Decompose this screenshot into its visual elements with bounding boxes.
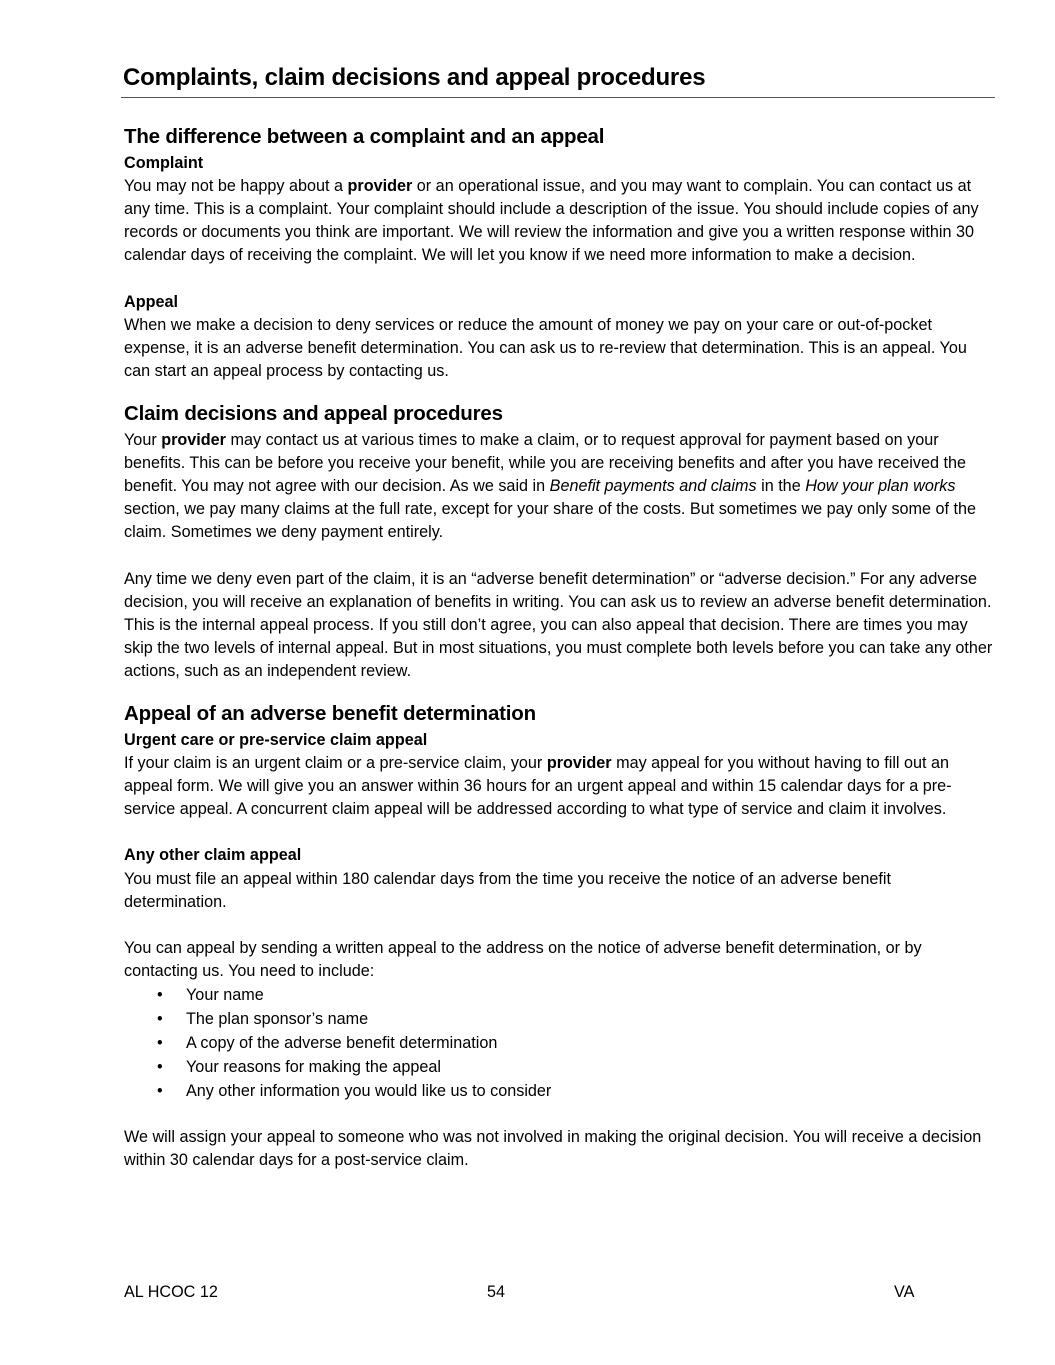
list-item-text: The plan sponsor’s name <box>186 1010 369 1028</box>
text-run: Your <box>124 430 162 449</box>
complaint-paragraph <box>124 175 996 267</box>
bullet-icon: • <box>157 1058 163 1076</box>
page-title: Complaints, claim decisions and appeal procedures <box>123 64 706 91</box>
bullet-icon: • <box>157 986 163 1004</box>
subheading-appeal: Appeal <box>124 292 178 311</box>
bullet-icon: • <box>157 1010 163 1028</box>
bold-term: provider <box>161 430 226 449</box>
text-run: section, we pay many claims at the full rate, except for your share of the costs. But sometimes we pay only some of the claim. Sometimes we deny payment entirely. <box>124 500 977 542</box>
bullet-icon: • <box>157 1034 163 1052</box>
urgent-care-paragraph <box>124 752 996 821</box>
bold-term: provider <box>347 177 413 196</box>
list-item <box>124 1055 996 1079</box>
appeal-requirements-list <box>124 983 996 1103</box>
appeal-instructions-paragraph: You can appeal by sending a written appeal to the address on the notice of adverse benefit determination, or by contacting us. You need to include: <box>124 938 922 980</box>
list-item <box>124 1031 996 1055</box>
section-heading: Claim decisions and appeal procedures <box>124 401 503 425</box>
appeal-paragraph: When we make a decision to deny services or reduce the amount of money we pay on your care or out-of-pocket expense, it is an adverse benefit determination. You can ask us to re-review that determination. This is an appeal. You can start an appeal process by contacting us. <box>124 315 967 380</box>
other-claim-paragraph: You must file an appeal within 180 calendar days from the time you receive the notice of an adverse benefit determination. <box>124 869 891 911</box>
list-item <box>124 983 996 1007</box>
text-run: You may not be happy about a <box>124 177 348 196</box>
title-divider <box>121 97 995 98</box>
text-run: may appeal for you without having to fill out an appeal form. We will give you an answer within 36 hours for an urgent appeal and within 15 calendar days for a pre-service appeal. A concurrent claim appeal will be addressed according to what type of service and claim it involves. <box>124 754 952 819</box>
text-run: or an operational issue, and you may want to complain. You can contact us at any time. This is a complaint. Your complaint should include a description of the issue. You should include copies of any records or documents you think are important. We will review the information and give you a written response within 30 calendar days of receiving the complaint. We will let you know if we need more information to make a decision. <box>124 177 979 265</box>
section-complaint-vs-appeal <box>124 122 996 383</box>
text-run: may contact us at various times to make a claim, or to request approval for payment based on your benefits. This can be before you receive your benefit, while you are receiving benefits and after you have received the benefit. You may not agree with our decision. As we said in <box>124 430 966 496</box>
bullet-icon: • <box>157 1082 163 1100</box>
section-heading: Appeal of an adverse benefit determination <box>124 701 536 725</box>
subheading-complaint: Complaint <box>124 154 204 172</box>
document-body <box>124 122 996 1172</box>
section-claim-decisions <box>124 399 996 683</box>
assignment-paragraph: We will assign your appeal to someone who was not involved in making the original decision. You will receive a decision within 30 calendar days for a post-service claim. <box>124 1128 982 1170</box>
subheading-urgent-care: Urgent care or pre-service claim appeal <box>124 730 428 749</box>
footer-state-code: VA <box>894 1283 915 1301</box>
text-run: in the <box>756 477 806 496</box>
footer-document-code: AL HCOC 12 <box>124 1283 218 1301</box>
bold-term: provider <box>546 754 612 773</box>
subheading-other-claim: Any other claim appeal <box>124 846 302 865</box>
text-run: If your claim is an urgent claim or a pre-service claim, your <box>124 754 547 773</box>
italic-reference: How your plan works <box>805 477 956 496</box>
list-item-text: A copy of the adverse benefit determination <box>186 1034 498 1052</box>
list-item-text: Your name <box>186 986 264 1004</box>
list-item-text: Your reasons for making the appeal <box>186 1058 441 1076</box>
adverse-decision-paragraph: Any time we deny even part of the claim, it is an “adverse benefit determination” or “adverse decision.” For any adverse decision, you will receive an explanation of benefits in writing. You can ask us to review an adverse benefit determination. This is the internal appeal process. If you still don’t agree, you can also appeal that decision. There are times you may skip the two levels of internal appeal. But in most situations, you must complete both levels before you can take any other actions, such as an independent review. <box>124 569 993 680</box>
list-item-text: Any other information you would like us to consider <box>186 1082 552 1100</box>
claim-decisions-paragraph <box>124 429 996 544</box>
italic-reference: Benefit payments and claims <box>549 477 757 496</box>
list-item <box>124 1007 996 1031</box>
section-heading: The difference between a complaint and an appeal <box>124 125 605 148</box>
section-appeal-adverse-determination <box>124 699 996 1172</box>
footer-page-number: 54 <box>487 1283 506 1301</box>
list-item <box>124 1079 996 1103</box>
